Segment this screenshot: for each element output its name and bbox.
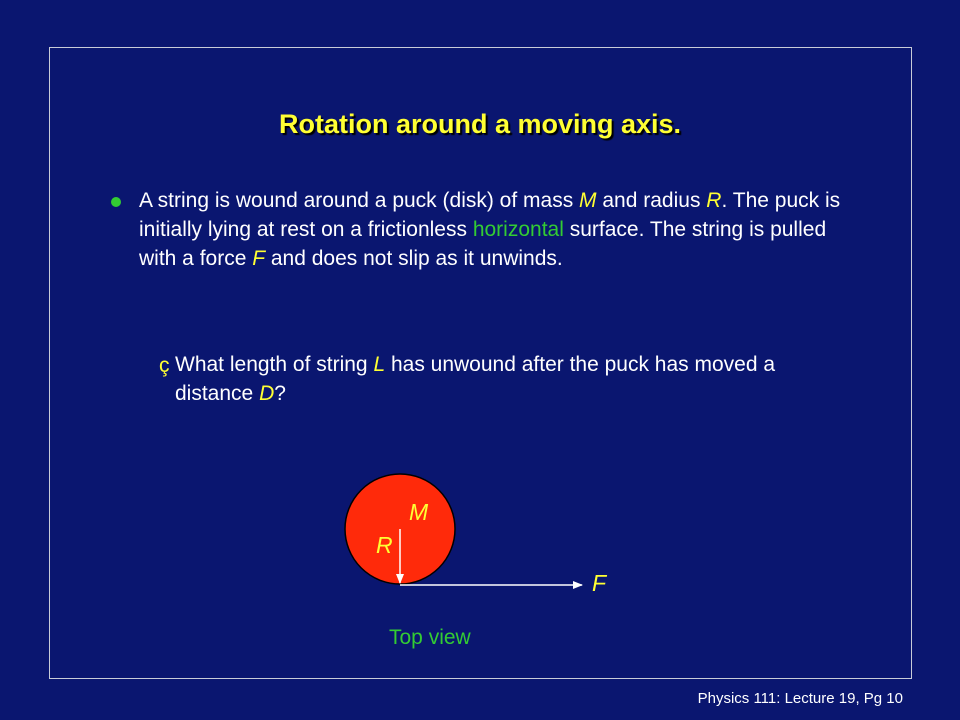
slide-title: Rotation around a moving axis. xyxy=(278,109,682,139)
text-segment: . The puck is initially lying at rest on a frictionless xyxy=(139,189,841,241)
mass-variable: M xyxy=(579,189,597,212)
diagram-caption: Top view xyxy=(389,626,471,649)
sub-bullet-arrow-icon: ç xyxy=(159,354,170,377)
horizontal-highlight: horizontal xyxy=(472,218,564,241)
force-label: F xyxy=(592,570,607,596)
text-segment: What length of string xyxy=(175,353,374,376)
length-variable: L xyxy=(373,353,386,376)
text-segment: A string is wound around a puck (disk) of mass xyxy=(139,189,580,212)
text-segment: surface. The string is pulled with a force xyxy=(139,218,827,270)
text-segment: ? xyxy=(274,382,286,405)
force-variable: F xyxy=(252,247,266,270)
text-segment: has unwound after the puck has moved a distance xyxy=(175,353,776,405)
radius-variable: R xyxy=(706,189,722,212)
mass-label: M xyxy=(409,499,429,525)
radius-label: R xyxy=(376,532,393,558)
text-segment: and radius xyxy=(596,189,707,212)
text-segment: and does not slip as it unwinds. xyxy=(265,247,563,270)
distance-variable: D xyxy=(259,382,275,405)
slide-footer: Physics 111: Lecture 19, Pg 10 xyxy=(697,690,903,707)
